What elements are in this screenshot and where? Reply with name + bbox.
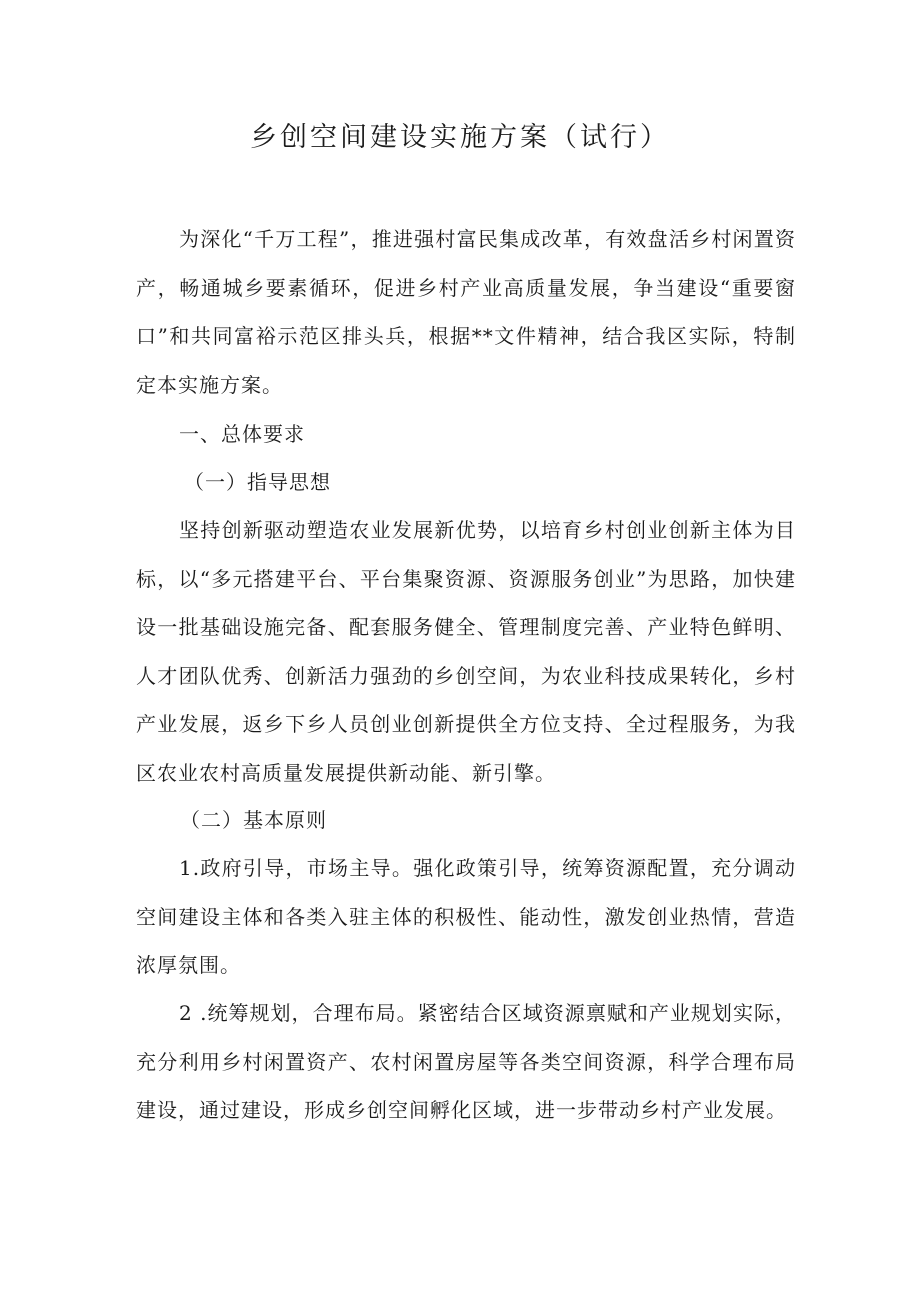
- subsection-heading-guiding-thought: （一）指导思想: [184, 470, 331, 494]
- section-heading-general-requirements: 一、总体要求: [179, 422, 305, 446]
- document-title: 乡创空间建设实施方案（试行）: [250, 122, 670, 153]
- principle-2-paragraph: 2 .统筹规划，合理布局。紧密结合区域资源禀赋和产业规划实际，充分利用乡村闲置资产、农村闲置房屋等各类空间资源，科学合理布局建设，通过建设，形成乡创空间孵化区域，进一步带动乡村产业发展。: [136, 1001, 796, 1122]
- subsection-heading-basic-principles: （二）基本原则: [180, 808, 327, 832]
- intro-paragraph: 为深化“千万工程”，推进强村富民集成改革，有效盘活乡村闲置资产，畅通城乡要素循环，促进乡村产业高质量发展，争当建设“重要窗口”和共同富裕示范区排头兵，根据**文件精神，结合我区实际，特制定本实施方案。: [136, 227, 796, 397]
- guiding-thought-paragraph: 坚持创新驱动塑造农业发展新优势，以培育乡村创业创新主体为目标，以“多元搭建平台、平台集聚资源、资源服务创业”为思路，加快建设一批基础设施完备、配套服务健全、管理制度完善、产业特色鲜明、人才团队优秀、创新活力强劲的乡创空间，为农业科技成果转化，乡村产业发展，返乡下乡人员创业创新提供全方位支持、全过程服务，为我区农业农村高质量发展提供新动能、新引擎。: [136, 518, 796, 785]
- principle-1-paragraph: 1.政府引导，市场主导。强化政策引导，统筹资源配置，充分调动空间建设主体和各类入驻主体的积极性、能动性，激发创业热情，营造浓厚氛围。: [136, 856, 796, 977]
